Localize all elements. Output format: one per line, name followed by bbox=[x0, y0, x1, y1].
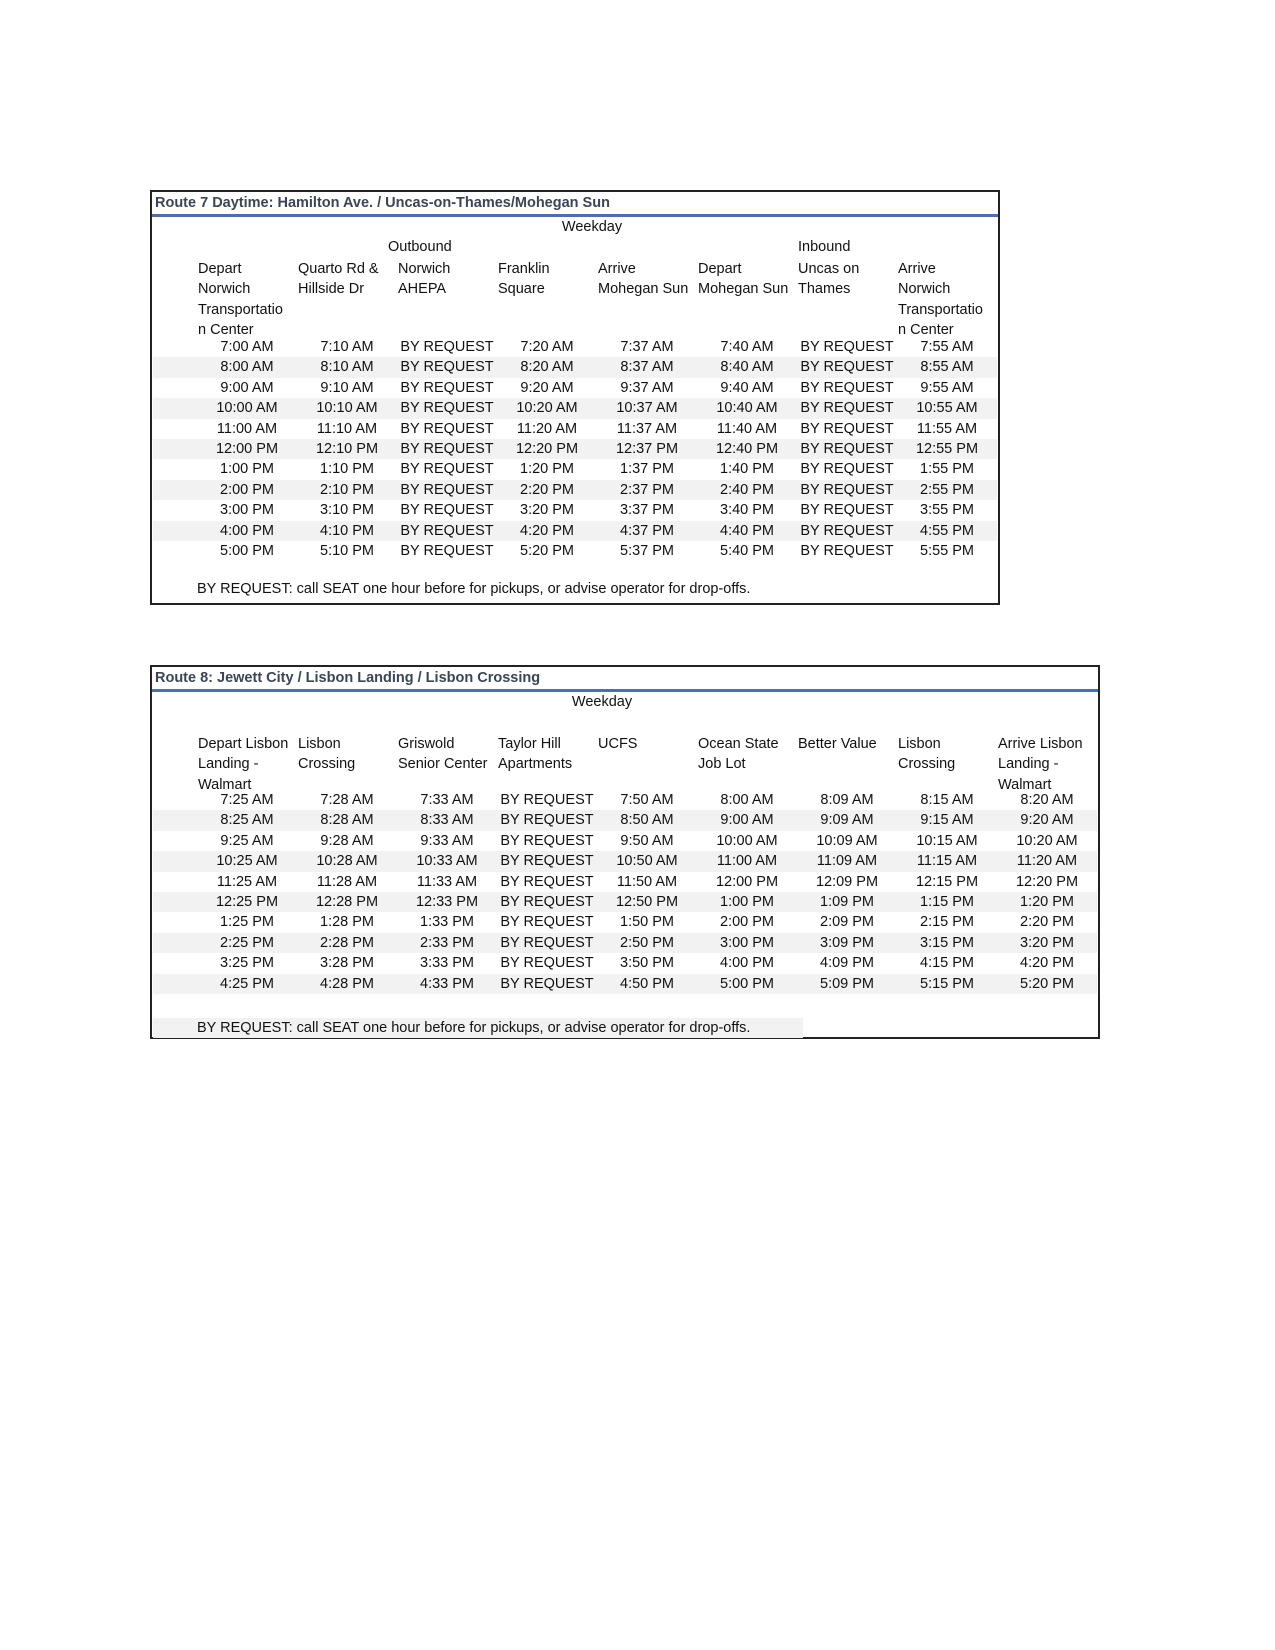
route7-column-header bbox=[798, 259, 859, 300]
route7-column-header-line: n Center bbox=[898, 322, 954, 339]
table-cell: 5:09 PM bbox=[820, 975, 874, 992]
table-cell: 12:50 PM bbox=[615, 894, 679, 910]
table-cell: 3:00 PM bbox=[220, 502, 274, 519]
table-cell: 5:20 PM bbox=[520, 543, 574, 559]
table-cell: BY REQUEST bbox=[800, 543, 894, 559]
table-cell: 9:00 AM bbox=[720, 812, 774, 829]
table-cell: 5:00 PM bbox=[220, 543, 274, 559]
table-cell: 8:50 AM bbox=[620, 812, 674, 829]
table-cell: 3:10 PM bbox=[320, 502, 374, 519]
table-cell: 10:50 AM bbox=[616, 853, 678, 870]
table-cell: BY REQUEST bbox=[500, 914, 594, 931]
table-cell: 8:20 AM bbox=[520, 359, 574, 376]
table-cell: 11:28 AM bbox=[316, 873, 378, 890]
route7-service-day: Weekday bbox=[561, 219, 623, 235]
table-cell: 3:40 PM bbox=[720, 502, 774, 519]
table-cell: 1:15 PM bbox=[920, 894, 974, 910]
table-cell: 1:50 PM bbox=[620, 914, 674, 931]
table-cell: 1:20 PM bbox=[1020, 894, 1074, 910]
route7-column-header-line: Uncas on bbox=[798, 261, 860, 277]
table-row bbox=[153, 480, 997, 500]
route7-footnote: BY REQUEST: call SEAT one hour before for pickups, or advise operator for drop-offs. bbox=[197, 581, 751, 597]
table-cell: 12:33 PM bbox=[415, 894, 479, 910]
table-cell: 12:55 PM bbox=[915, 441, 979, 457]
table-cell: 12:28 PM bbox=[315, 894, 379, 910]
route8-column-header-line: Arrive Lisbon bbox=[998, 736, 1083, 752]
table-cell: 7:25 AM bbox=[220, 792, 274, 808]
table-cell: 9:20 AM bbox=[1020, 812, 1074, 829]
route8-column-header bbox=[898, 734, 955, 775]
route8-column-header-line: Apartments bbox=[498, 756, 573, 773]
route7-outbound-label: Outbound bbox=[388, 239, 452, 255]
table-cell: 10:15 AM bbox=[916, 832, 978, 849]
route7-column-header bbox=[698, 259, 788, 300]
table-cell: 9:28 AM bbox=[320, 832, 374, 849]
route8-service-day: Weekday bbox=[571, 694, 633, 710]
table-cell: BY REQUEST bbox=[500, 934, 594, 951]
table-cell: BY REQUEST bbox=[500, 812, 594, 829]
table-cell: 11:00 AM bbox=[216, 420, 278, 437]
table-cell: BY REQUEST bbox=[400, 502, 494, 519]
table-cell: BY REQUEST bbox=[800, 502, 894, 519]
route8-column-header-line: Better Value bbox=[798, 736, 877, 752]
table-cell: 3:20 PM bbox=[520, 502, 574, 519]
table-cell: 7:10 AM bbox=[320, 339, 374, 355]
table-cell: 2:00 PM bbox=[220, 481, 274, 498]
route7-column-header-line: Norwich bbox=[898, 281, 951, 298]
route8-column-header bbox=[798, 734, 877, 754]
table-cell: 2:00 PM bbox=[720, 914, 774, 931]
table-cell: 3:37 PM bbox=[620, 502, 674, 519]
table-cell: BY REQUEST bbox=[400, 441, 494, 457]
table-cell: 9:09 AM bbox=[820, 812, 874, 829]
route8-schedule-table bbox=[150, 665, 1100, 1039]
table-cell: 4:10 PM bbox=[320, 522, 374, 539]
table-cell: 2:20 PM bbox=[1020, 914, 1074, 931]
table-cell: 10:37 AM bbox=[616, 400, 678, 417]
table-cell: 8:28 AM bbox=[320, 812, 374, 829]
table-cell: 9:15 AM bbox=[920, 812, 974, 829]
table-cell: 8:10 AM bbox=[320, 359, 374, 376]
table-cell: 3:15 PM bbox=[920, 934, 974, 951]
route7-column-header-line: Franklin bbox=[498, 261, 550, 277]
table-cell: 4:15 PM bbox=[920, 955, 974, 972]
table-cell: 5:40 PM bbox=[720, 543, 774, 559]
route7-column-header bbox=[198, 259, 283, 341]
table-cell: BY REQUEST bbox=[800, 461, 894, 478]
route8-column-header-line: Walmart bbox=[998, 776, 1052, 793]
table-cell: 2:55 PM bbox=[920, 481, 974, 498]
route7-column-header-line: Norwich bbox=[198, 281, 251, 298]
route7-column-header-line: Quarto Rd & bbox=[298, 261, 379, 277]
table-cell: 9:55 AM bbox=[920, 379, 974, 396]
table-cell: 9:20 AM bbox=[520, 379, 574, 396]
route8-column-header-line: Job Lot bbox=[698, 756, 746, 773]
table-cell: 4:40 PM bbox=[720, 522, 774, 539]
table-cell: 12:37 PM bbox=[615, 441, 679, 457]
route7-title: Route 7 Daytime: Hamilton Ave. / Uncas-on-Thames/Mohegan Sun bbox=[152, 192, 998, 217]
table-cell: BY REQUEST bbox=[400, 400, 494, 417]
table-cell: BY REQUEST bbox=[800, 481, 894, 498]
route8-column-header-line: Taylor Hill bbox=[498, 736, 561, 752]
table-cell: 1:25 PM bbox=[220, 914, 274, 931]
table-cell: 11:00 AM bbox=[716, 853, 778, 870]
table-row bbox=[153, 419, 997, 439]
table-cell: 8:37 AM bbox=[620, 359, 674, 376]
table-cell: 7:28 AM bbox=[320, 792, 374, 808]
table-cell: 9:37 AM bbox=[620, 379, 674, 396]
route8-column-header-line: Crossing bbox=[898, 756, 956, 773]
table-row bbox=[153, 810, 1097, 830]
table-cell: 11:20 AM bbox=[1016, 853, 1078, 870]
table-cell: BY REQUEST bbox=[500, 955, 594, 972]
table-cell: 4:33 PM bbox=[420, 975, 474, 992]
table-cell: 9:00 AM bbox=[220, 379, 274, 396]
table-cell: 12:00 PM bbox=[215, 441, 279, 457]
table-cell: 4:20 PM bbox=[520, 522, 574, 539]
route7-column-header-line: Arrive bbox=[898, 261, 936, 277]
table-cell: 2:15 PM bbox=[920, 914, 974, 931]
table-cell: BY REQUEST bbox=[800, 420, 894, 437]
table-cell: 10:55 AM bbox=[916, 400, 978, 417]
table-row bbox=[153, 398, 997, 418]
table-cell: 10:20 AM bbox=[516, 400, 578, 417]
table-cell: 4:00 PM bbox=[720, 955, 774, 972]
table-row bbox=[153, 541, 997, 561]
route8-column-header-line: Lisbon bbox=[298, 736, 341, 752]
route7-column-header-line: Square bbox=[498, 281, 545, 298]
route8-column-header-line: Depart Lisbon bbox=[198, 736, 289, 752]
table-cell: 3:09 PM bbox=[820, 934, 874, 951]
route8-column-header-line: Lisbon bbox=[898, 736, 941, 752]
table-cell: 9:33 AM bbox=[420, 832, 474, 849]
route7-column-header bbox=[598, 259, 688, 300]
table-cell: 11:55 AM bbox=[916, 420, 978, 437]
table-cell: 9:10 AM bbox=[320, 379, 374, 396]
table-cell: BY REQUEST bbox=[400, 339, 494, 355]
table-cell: 8:09 AM bbox=[820, 792, 874, 808]
route8-column-header bbox=[698, 734, 779, 775]
table-cell: 1:37 PM bbox=[620, 461, 674, 478]
table-cell: 11:09 AM bbox=[816, 853, 878, 870]
table-cell: BY REQUEST bbox=[800, 359, 894, 376]
table-cell: BY REQUEST bbox=[500, 975, 594, 992]
table-cell: 7:40 AM bbox=[720, 339, 774, 355]
table-cell: 9:40 AM bbox=[720, 379, 774, 396]
table-cell: 11:33 AM bbox=[416, 873, 478, 890]
route8-column-header bbox=[298, 734, 355, 775]
route7-column-header-line: Thames bbox=[798, 281, 851, 298]
table-cell: 9:25 AM bbox=[220, 832, 274, 849]
table-cell: 8:00 AM bbox=[720, 792, 774, 808]
route8-column-header bbox=[398, 734, 487, 775]
table-cell: 4:28 PM bbox=[320, 975, 374, 992]
route8-column-header bbox=[998, 734, 1083, 795]
route7-column-header bbox=[398, 259, 450, 300]
route8-column-header-line: Crossing bbox=[298, 756, 356, 773]
table-cell: 7:55 AM bbox=[920, 339, 974, 355]
table-cell: 2:28 PM bbox=[320, 934, 374, 951]
table-cell: BY REQUEST bbox=[500, 873, 594, 890]
table-cell: BY REQUEST bbox=[800, 339, 894, 355]
table-cell: 11:25 AM bbox=[216, 873, 278, 890]
table-row bbox=[153, 337, 997, 357]
table-cell: 10:09 AM bbox=[816, 832, 878, 849]
route7-column-header-line: n Center bbox=[198, 322, 254, 339]
route8-column-header-line: Walmart bbox=[198, 776, 252, 793]
table-cell: 10:33 AM bbox=[416, 853, 478, 870]
table-cell: 5:15 PM bbox=[920, 975, 974, 992]
route7-column-header-line: Depart bbox=[698, 261, 742, 277]
table-cell: 10:00 AM bbox=[216, 400, 278, 417]
table-cell: 2:10 PM bbox=[320, 481, 374, 498]
route7-column-header bbox=[298, 259, 379, 300]
table-cell: 11:50 AM bbox=[616, 873, 678, 890]
table-row bbox=[153, 521, 997, 541]
route7-column-header bbox=[898, 259, 983, 341]
table-cell: 12:00 PM bbox=[715, 873, 779, 890]
table-cell: 7:20 AM bbox=[520, 339, 574, 355]
table-cell: 7:33 AM bbox=[420, 792, 474, 808]
table-cell: 10:20 AM bbox=[1016, 832, 1078, 849]
table-cell: BY REQUEST bbox=[400, 420, 494, 437]
table-cell: BY REQUEST bbox=[500, 832, 594, 849]
route8-column-header bbox=[598, 734, 637, 754]
table-cell: BY REQUEST bbox=[800, 379, 894, 396]
table-cell: 12:20 PM bbox=[515, 441, 579, 457]
table-cell: 11:20 AM bbox=[516, 420, 578, 437]
route7-column-header-line: Depart bbox=[198, 261, 242, 277]
table-cell: 3:33 PM bbox=[420, 955, 474, 972]
route7-inbound-label: Inbound bbox=[798, 239, 851, 255]
route8-column-header-line: Senior Center bbox=[398, 756, 488, 773]
table-cell: 10:10 AM bbox=[316, 400, 378, 417]
table-row bbox=[153, 912, 1097, 932]
route7-column-header-line: Hillside Dr bbox=[298, 281, 365, 298]
table-cell: 7:37 AM bbox=[620, 339, 674, 355]
table-row bbox=[153, 892, 1097, 912]
table-cell: 5:55 PM bbox=[920, 543, 974, 559]
table-cell: 1:28 PM bbox=[320, 914, 374, 931]
table-cell: 12:20 PM bbox=[1015, 873, 1079, 890]
table-cell: 3:50 PM bbox=[620, 955, 674, 972]
table-cell: 12:10 PM bbox=[315, 441, 379, 457]
table-cell: 11:40 AM bbox=[716, 420, 778, 437]
route8-column-header-line: Landing - bbox=[198, 756, 259, 773]
table-cell: 11:37 AM bbox=[616, 420, 678, 437]
table-cell: 1:09 PM bbox=[820, 894, 874, 910]
table-cell: 1:40 PM bbox=[720, 461, 774, 478]
table-cell: 11:10 AM bbox=[316, 420, 378, 437]
route8-footnote: BY REQUEST: call SEAT one hour before for pickups, or advise operator for drop-offs. bbox=[153, 1018, 803, 1038]
table-cell: 5:20 PM bbox=[1020, 975, 1074, 992]
table-cell: 2:20 PM bbox=[520, 481, 574, 498]
route8-column-header-line: Griswold bbox=[398, 736, 455, 752]
table-cell: 4:09 PM bbox=[820, 955, 874, 972]
route7-column-header-line: Mohegan Sun bbox=[698, 281, 789, 298]
table-cell: 3:00 PM bbox=[720, 934, 774, 951]
table-cell: 3:55 PM bbox=[920, 502, 974, 519]
table-row bbox=[153, 872, 1097, 892]
table-cell: 1:00 PM bbox=[220, 461, 274, 478]
route8-column-header bbox=[498, 734, 572, 775]
route8-column-header-line: Ocean State bbox=[698, 736, 779, 752]
route7-column-header-line: Mohegan Sun bbox=[598, 281, 689, 298]
table-cell: 8:20 AM bbox=[1020, 792, 1074, 808]
table-cell: 7:00 AM bbox=[220, 339, 274, 355]
table-cell: 9:50 AM bbox=[620, 832, 674, 849]
route7-column-header-line: AHEPA bbox=[398, 281, 447, 298]
table-cell: 8:55 AM bbox=[920, 359, 974, 376]
table-cell: 5:37 PM bbox=[620, 543, 674, 559]
table-cell: 10:40 AM bbox=[716, 400, 778, 417]
table-cell: BY REQUEST bbox=[800, 522, 894, 539]
table-row bbox=[153, 831, 1097, 851]
table-cell: BY REQUEST bbox=[800, 441, 894, 457]
route7-column-header-line: Norwich bbox=[398, 261, 451, 277]
table-cell: BY REQUEST bbox=[400, 522, 494, 539]
route7-column-header-line: Transportatio bbox=[198, 301, 283, 318]
table-cell: 1:55 PM bbox=[920, 461, 974, 478]
table-row bbox=[153, 500, 997, 520]
table-cell: 10:00 AM bbox=[716, 832, 778, 849]
table-cell: BY REQUEST bbox=[800, 400, 894, 417]
table-row bbox=[153, 933, 1097, 953]
table-cell: 2:09 PM bbox=[820, 914, 874, 931]
table-cell: BY REQUEST bbox=[500, 894, 594, 910]
table-row bbox=[153, 974, 1097, 994]
table-cell: 3:25 PM bbox=[220, 955, 274, 972]
table-cell: 2:50 PM bbox=[620, 934, 674, 951]
table-cell: BY REQUEST bbox=[500, 792, 594, 808]
table-cell: 11:15 AM bbox=[916, 853, 978, 870]
table-cell: BY REQUEST bbox=[500, 853, 594, 870]
route8-column-header-line: UCFS bbox=[598, 736, 638, 752]
table-cell: 5:00 PM bbox=[720, 975, 774, 992]
table-row bbox=[153, 851, 1097, 871]
table-cell: 2:37 PM bbox=[620, 481, 674, 498]
table-cell: 4:20 PM bbox=[1020, 955, 1074, 972]
table-cell: 10:28 AM bbox=[316, 853, 378, 870]
table-cell: 10:25 AM bbox=[216, 853, 278, 870]
table-cell: BY REQUEST bbox=[400, 543, 494, 559]
table-cell: 12:09 PM bbox=[815, 873, 879, 890]
table-cell: 4:25 PM bbox=[220, 975, 274, 992]
table-cell: 4:00 PM bbox=[220, 522, 274, 539]
table-row bbox=[153, 459, 997, 479]
table-row bbox=[153, 439, 997, 459]
table-cell: 8:15 AM bbox=[920, 792, 974, 808]
table-row bbox=[153, 378, 997, 398]
table-cell: 8:33 AM bbox=[420, 812, 474, 829]
route8-column-header bbox=[198, 734, 288, 795]
table-cell: 8:25 AM bbox=[220, 812, 274, 829]
table-cell: BY REQUEST bbox=[400, 379, 494, 396]
table-cell: 12:15 PM bbox=[915, 873, 979, 890]
table-cell: 4:50 PM bbox=[620, 975, 674, 992]
table-cell: 2:40 PM bbox=[720, 481, 774, 498]
table-cell: 1:33 PM bbox=[420, 914, 474, 931]
table-cell: 4:55 PM bbox=[920, 522, 974, 539]
route8-title: Route 8: Jewett City / Lisbon Landing / Lisbon Crossing bbox=[152, 667, 1098, 692]
table-cell: 1:10 PM bbox=[320, 461, 374, 478]
table-cell: 5:10 PM bbox=[320, 543, 374, 559]
route7-column-header bbox=[498, 259, 550, 300]
route7-column-header-line: Transportatio bbox=[898, 301, 983, 318]
table-row bbox=[153, 790, 1097, 810]
route7-schedule-table bbox=[150, 190, 1000, 605]
table-cell: 2:33 PM bbox=[420, 934, 474, 951]
table-cell: BY REQUEST bbox=[400, 359, 494, 376]
table-cell: 8:40 AM bbox=[720, 359, 774, 376]
table-cell: BY REQUEST bbox=[400, 461, 494, 478]
table-row bbox=[153, 953, 1097, 973]
table-cell: 2:25 PM bbox=[220, 934, 274, 951]
table-cell: 12:40 PM bbox=[715, 441, 779, 457]
table-cell: 12:25 PM bbox=[215, 894, 279, 910]
table-cell: 1:00 PM bbox=[720, 894, 774, 910]
table-row bbox=[153, 357, 997, 377]
table-cell: 1:20 PM bbox=[520, 461, 574, 478]
table-cell: 8:00 AM bbox=[220, 359, 274, 376]
route7-column-header-line: Arrive bbox=[598, 261, 636, 277]
table-cell: 3:20 PM bbox=[1020, 934, 1074, 951]
table-cell: 4:37 PM bbox=[620, 522, 674, 539]
table-cell: 7:50 AM bbox=[620, 792, 674, 808]
route8-column-header-line: Landing - bbox=[998, 756, 1059, 773]
table-cell: BY REQUEST bbox=[400, 481, 494, 498]
table-cell: 3:28 PM bbox=[320, 955, 374, 972]
